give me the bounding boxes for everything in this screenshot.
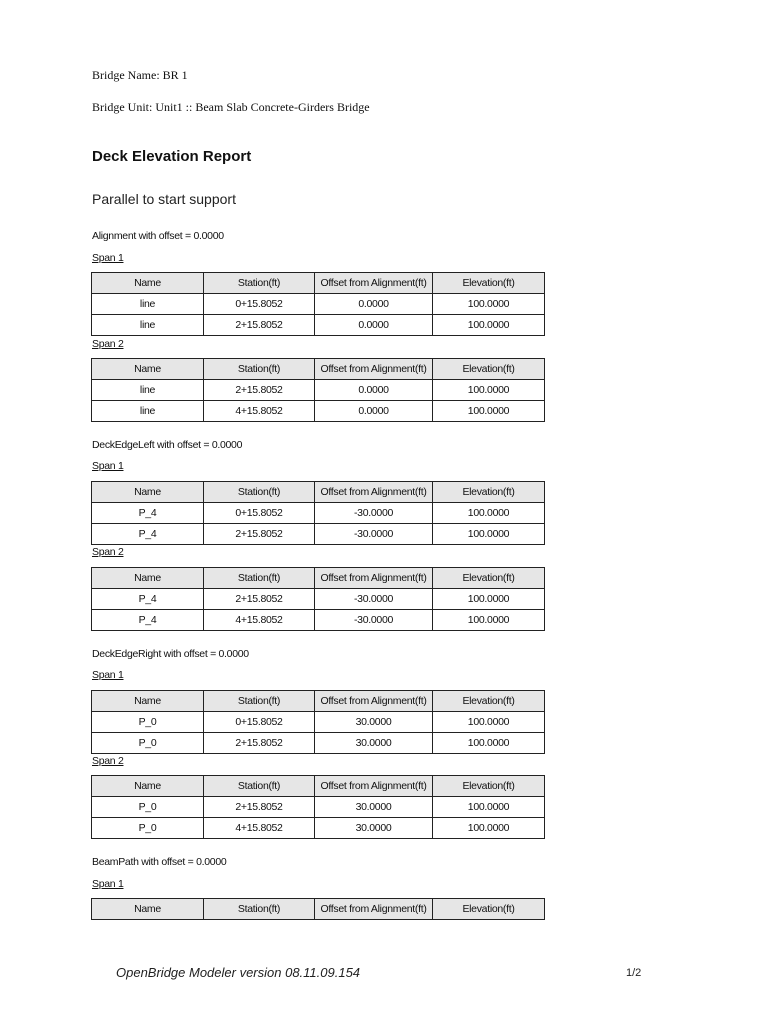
cell-name: P_0: [92, 733, 204, 754]
header-elevation: Elevation(ft): [433, 568, 545, 589]
span-label: Span 1: [92, 878, 124, 890]
cell-elevation: 100.0000: [433, 818, 545, 839]
elevation-table: [91, 898, 545, 920]
cell-offset: -30.0000: [315, 503, 433, 524]
table-header-row: [92, 568, 545, 589]
table-row: [92, 797, 545, 818]
cell-offset: -30.0000: [315, 524, 433, 545]
section-title-deck-edge-left: DeckEdgeLeft with offset = 0.0000: [92, 439, 243, 451]
table-header-row: [92, 899, 545, 920]
table-row: [92, 294, 545, 315]
table-row: [92, 818, 545, 839]
section-title-alignment: Alignment with offset = 0.0000: [92, 230, 224, 242]
table-row: [92, 401, 545, 422]
header-station: Station(ft): [204, 899, 315, 920]
cell-station: 4+15.8052: [204, 818, 315, 839]
cell-offset: 0.0000: [315, 294, 433, 315]
table-row: [92, 380, 545, 401]
cell-offset: 0.0000: [315, 401, 433, 422]
cell-station: 2+15.8052: [204, 797, 315, 818]
cell-name: line: [92, 380, 204, 401]
table-row: [92, 610, 545, 631]
header-offset: Offset from Alignment(ft): [315, 273, 433, 294]
report-title: Deck Elevation Report: [92, 148, 252, 165]
page-number: 1/2: [626, 967, 642, 979]
cell-station: 0+15.8052: [204, 503, 315, 524]
header-elevation: Elevation(ft): [433, 691, 545, 712]
cell-name: P_4: [92, 610, 204, 631]
cell-elevation: 100.0000: [433, 589, 545, 610]
bridge-name: Bridge Name: BR 1: [92, 68, 188, 82]
table-header-row: [92, 691, 545, 712]
cell-name: line: [92, 294, 204, 315]
report-subtitle: Parallel to start support: [92, 191, 236, 207]
header-offset: Offset from Alignment(ft): [315, 899, 433, 920]
header-name: Name: [92, 482, 204, 503]
table-row: [92, 733, 545, 754]
cell-elevation: 100.0000: [433, 503, 545, 524]
cell-elevation: 100.0000: [433, 712, 545, 733]
header-station: Station(ft): [204, 776, 315, 797]
cell-elevation: 100.0000: [433, 610, 545, 631]
cell-station: 0+15.8052: [204, 294, 315, 315]
header-elevation: Elevation(ft): [433, 273, 545, 294]
cell-name: P_0: [92, 818, 204, 839]
table-header-row: [92, 776, 545, 797]
header-name: Name: [92, 899, 204, 920]
header-offset: Offset from Alignment(ft): [315, 359, 433, 380]
header-name: Name: [92, 776, 204, 797]
cell-offset: 30.0000: [315, 797, 433, 818]
header-offset: Offset from Alignment(ft): [315, 776, 433, 797]
elevation-table: [91, 272, 545, 336]
header-station: Station(ft): [204, 691, 315, 712]
table-header-row: [92, 273, 545, 294]
header-offset: Offset from Alignment(ft): [315, 691, 433, 712]
span-label: Span 2: [92, 755, 124, 767]
span-label: Span 2: [92, 338, 124, 350]
header-elevation: Elevation(ft): [433, 776, 545, 797]
cell-name: line: [92, 315, 204, 336]
cell-name: P_4: [92, 503, 204, 524]
header-elevation: Elevation(ft): [433, 482, 545, 503]
elevation-table: [91, 690, 545, 754]
header-offset: Offset from Alignment(ft): [315, 482, 433, 503]
header-name: Name: [92, 359, 204, 380]
cell-station: 2+15.8052: [204, 380, 315, 401]
cell-station: 4+15.8052: [204, 610, 315, 631]
cell-offset: -30.0000: [315, 610, 433, 631]
cell-name: P_4: [92, 589, 204, 610]
section-title-deck-edge-right: DeckEdgeRight with offset = 0.0000: [92, 648, 249, 660]
elevation-table: [91, 481, 545, 545]
cell-elevation: 100.0000: [433, 380, 545, 401]
cell-name: line: [92, 401, 204, 422]
section-title-beam-path: BeamPath with offset = 0.0000: [92, 856, 227, 868]
header-elevation: Elevation(ft): [433, 899, 545, 920]
header-station: Station(ft): [204, 273, 315, 294]
elevation-table: [91, 775, 545, 839]
cell-elevation: 100.0000: [433, 733, 545, 754]
header-offset: Offset from Alignment(ft): [315, 568, 433, 589]
cell-elevation: 100.0000: [433, 401, 545, 422]
header-name: Name: [92, 273, 204, 294]
span-label: Span 1: [92, 460, 124, 472]
cell-name: P_4: [92, 524, 204, 545]
header-name: Name: [92, 568, 204, 589]
cell-name: P_0: [92, 797, 204, 818]
table-row: [92, 315, 545, 336]
table-row: [92, 503, 545, 524]
cell-offset: 0.0000: [315, 315, 433, 336]
elevation-table: [91, 567, 545, 631]
cell-offset: 0.0000: [315, 380, 433, 401]
cell-station: 2+15.8052: [204, 733, 315, 754]
table-header-row: [92, 359, 545, 380]
span-label: Span 1: [92, 252, 124, 264]
cell-offset: 30.0000: [315, 712, 433, 733]
cell-station: 2+15.8052: [204, 589, 315, 610]
span-label: Span 2: [92, 546, 124, 558]
header-station: Station(ft): [204, 568, 315, 589]
header-station: Station(ft): [204, 359, 315, 380]
header-name: Name: [92, 691, 204, 712]
bridge-unit: Bridge Unit: Unit1 :: Beam Slab Concrete-Girders Bridge: [92, 100, 370, 114]
table-row: [92, 524, 545, 545]
cell-offset: -30.0000: [315, 589, 433, 610]
footer-version: OpenBridge Modeler version 08.11.09.154: [116, 965, 361, 980]
cell-elevation: 100.0000: [433, 797, 545, 818]
table-row: [92, 589, 545, 610]
cell-station: 0+15.8052: [204, 712, 315, 733]
header-elevation: Elevation(ft): [433, 359, 545, 380]
table-header-row: [92, 482, 545, 503]
cell-elevation: 100.0000: [433, 315, 545, 336]
table-row: [92, 712, 545, 733]
cell-offset: 30.0000: [315, 818, 433, 839]
cell-name: P_0: [92, 712, 204, 733]
elevation-table: [91, 358, 545, 422]
span-label: Span 1: [92, 669, 124, 681]
cell-station: 2+15.8052: [204, 315, 315, 336]
header-station: Station(ft): [204, 482, 315, 503]
cell-station: 2+15.8052: [204, 524, 315, 545]
cell-elevation: 100.0000: [433, 294, 545, 315]
cell-elevation: 100.0000: [433, 524, 545, 545]
cell-offset: 30.0000: [315, 733, 433, 754]
cell-station: 4+15.8052: [204, 401, 315, 422]
